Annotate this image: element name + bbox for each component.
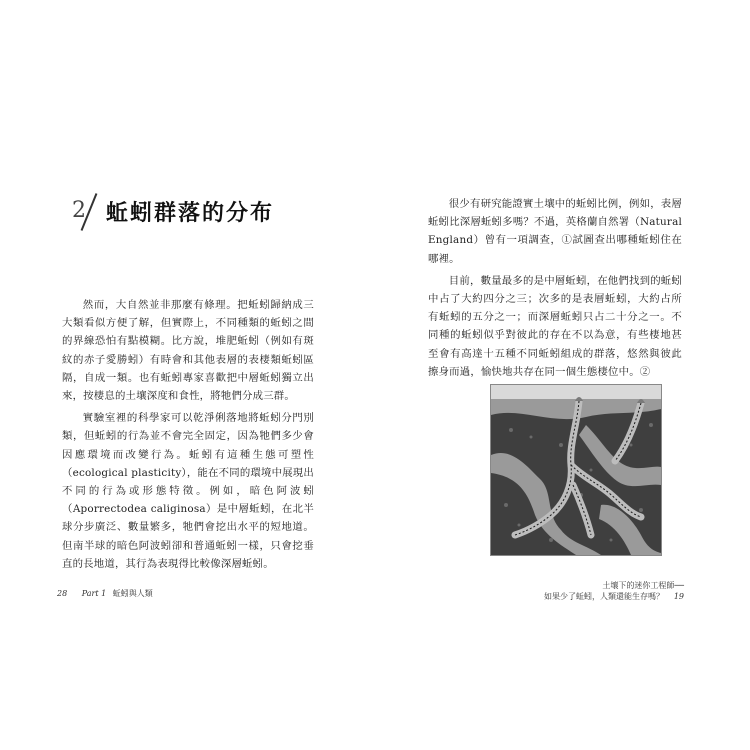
right-paragraph-2: 目前，數量最多的是中層蚯蚓，在他們找到的蚯蚓中占了大約四分之三；次多的是表層蚯蚓，大約占所有蚯蚓的五分之一；而深層蚯蚓只占二十分之一。不同種的蚯蚓似乎對彼此的存在不以為意，有些棲地甚至會有高達十五種不同蚯蚓組成的群落，悠然與彼此擦身而過，愉快地共存在同一個生態棲位中。② xyxy=(428,274,682,378)
part-label: Part 1 xyxy=(81,589,107,598)
sky-band xyxy=(491,385,661,401)
left-page-footer xyxy=(57,588,153,599)
part-title: 蚯蚓與人類 xyxy=(112,589,153,598)
left-paragraph-1: 然而，大自然並非那麼有條理。把蚯蚓歸納成三大類看似方便了解，但實際上，不同種類的蚯蚓之間的界線恐怕有點模糊。比方說，堆肥蚯蚓（例如有斑紋的赤子愛勝蚓）有時會和其他表層的表棲類蚯蚓區隔，自成一類。也有蚯蚓專家喜歡把中層蚯蚓獨立出來，按棲息的土壤深度和食性，將牠們分成三群。 xyxy=(62,299,314,403)
earthworm-burrows-illustration xyxy=(490,384,662,556)
left-paragraph-2: 實驗室裡的科學家可以乾淨俐落地將蚯蚓分門別類，但蚯蚓的行為並不會完全固定，因為牠們多少會因應環境而改變行為。蚯蚓有這種生態可塑性（ecological plasticity），能在不同的環境中展現出不同的行為或形態特徵。例如，暗色阿波蚓（Aporrectodea caliginosa）是中層蚯蚓，在北半球分步廣泛、數量繁多，牠們會挖出水平的短地道。但南半球的暗色阿波蚓卻和普通蚯蚓一樣，只會挖垂直的長地道，其行為表現得比較像深層蚯蚓。 xyxy=(62,412,314,570)
running-title-line1: 土壤下的迷你工程師── xyxy=(602,581,684,590)
burrow-drawing xyxy=(491,385,661,555)
left-body-text xyxy=(62,296,314,577)
left-page-number: 28 xyxy=(57,589,68,598)
right-page-number: 19 xyxy=(673,592,684,601)
right-page-footer xyxy=(544,580,684,602)
right-paragraph-1: 很少有研究能證實土壤中的蚯蚓比例，例如，表層蚯蚓比深層蚯蚓多嗎？不過，英格蘭自然署（Natural England）曾有一項調查，①試圖查出哪種蚯蚓住在哪裡。 xyxy=(428,198,682,265)
chapter-number: 2 xyxy=(72,198,86,223)
running-title-line2: 如果少了蚯蚓，人類還能生存嗎？ xyxy=(544,592,664,601)
right-body-text xyxy=(428,195,682,385)
chapter-title: 蚯蚓群落的分布 xyxy=(106,201,275,226)
